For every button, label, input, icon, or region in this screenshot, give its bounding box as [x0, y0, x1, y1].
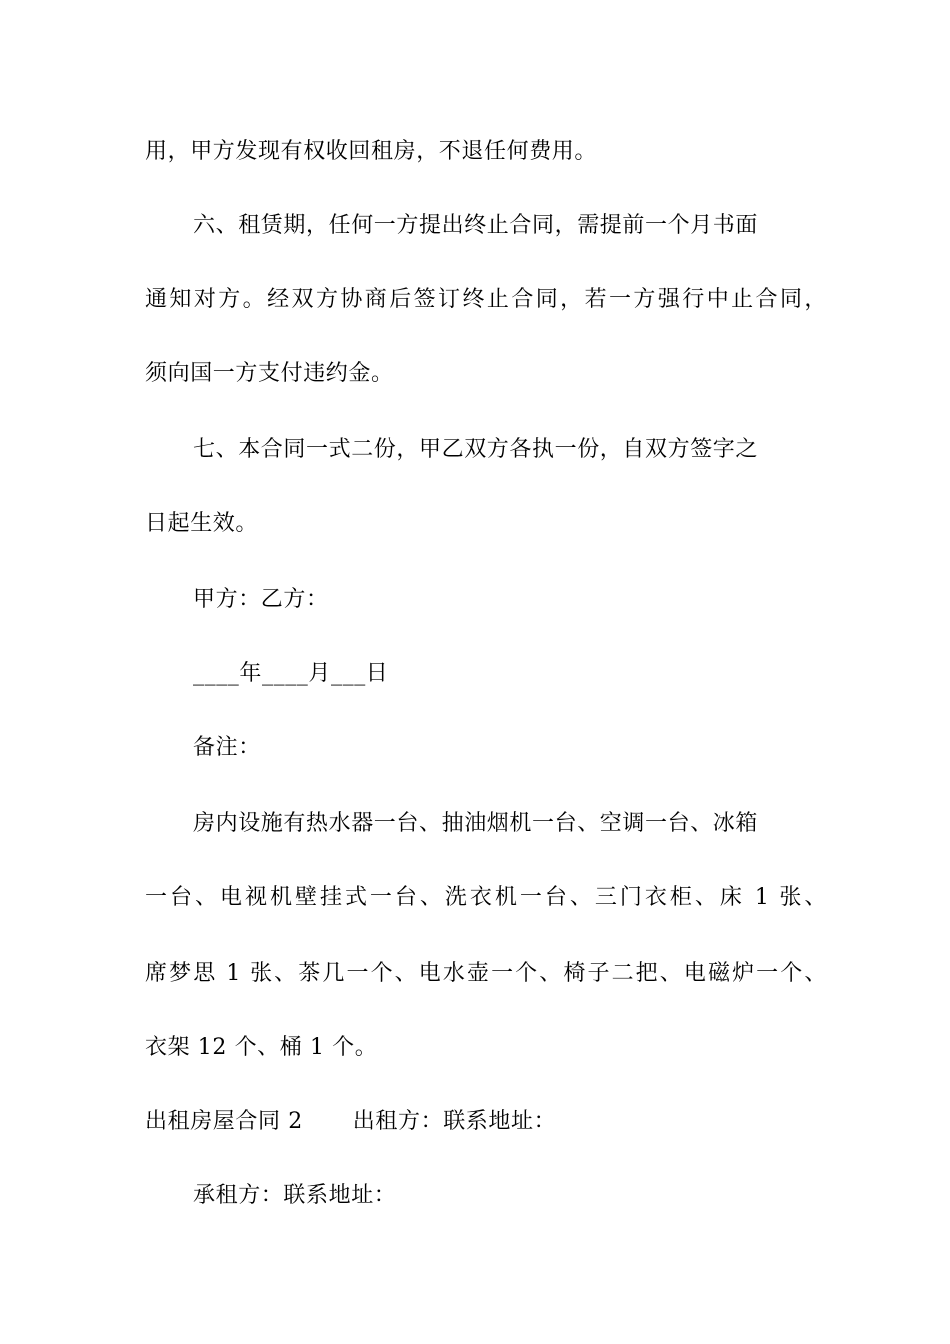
remarks-line-1: 房内设施有热水器一台、抽油烟机一台、空调一台、冰箱 — [193, 811, 759, 836]
remarks-line-4: 衣架 12 个、桶 1 个。 — [145, 1035, 378, 1060]
contract-two-header — [145, 1107, 556, 1137]
signature-parties: 甲方：乙方： — [193, 587, 329, 612]
clause-six-line-2: 通知对方。经双方协商后签订终止合同，若一方强行中止合同， — [145, 287, 827, 312]
clause-seven-line-1: 七、本合同一式二份，甲乙双方各执一份，自双方签字之 — [193, 437, 759, 462]
section-title: 出租房屋合同 2 — [145, 1109, 303, 1134]
lessee-address-label: 承租方：联系地址： — [193, 1183, 397, 1208]
paragraph-line: 用，甲方发现有权收回租房，不退任何费用。 — [145, 139, 598, 164]
remarks-line-2: 一台、电视机壁挂式一台、洗衣机一台、三门衣柜、床 1 张、 — [145, 885, 827, 910]
remarks-heading: 备注： — [193, 735, 261, 760]
remarks-line-3: 席梦思 1 张、茶几一个、电水壶一个、椅子二把、电磁炉一个、 — [145, 961, 827, 986]
clause-seven-line-2: 日起生效。 — [145, 511, 259, 536]
signature-date: ____年____月___日 — [193, 661, 389, 686]
lessor-address-label: 出租方：联系地址： — [352, 1109, 557, 1134]
clause-six-line-1: 六、租赁期，任何一方提出终止合同，需提前一个月书面 — [193, 213, 759, 238]
clause-six-line-3: 须向国一方支付违约金。 — [145, 361, 394, 386]
